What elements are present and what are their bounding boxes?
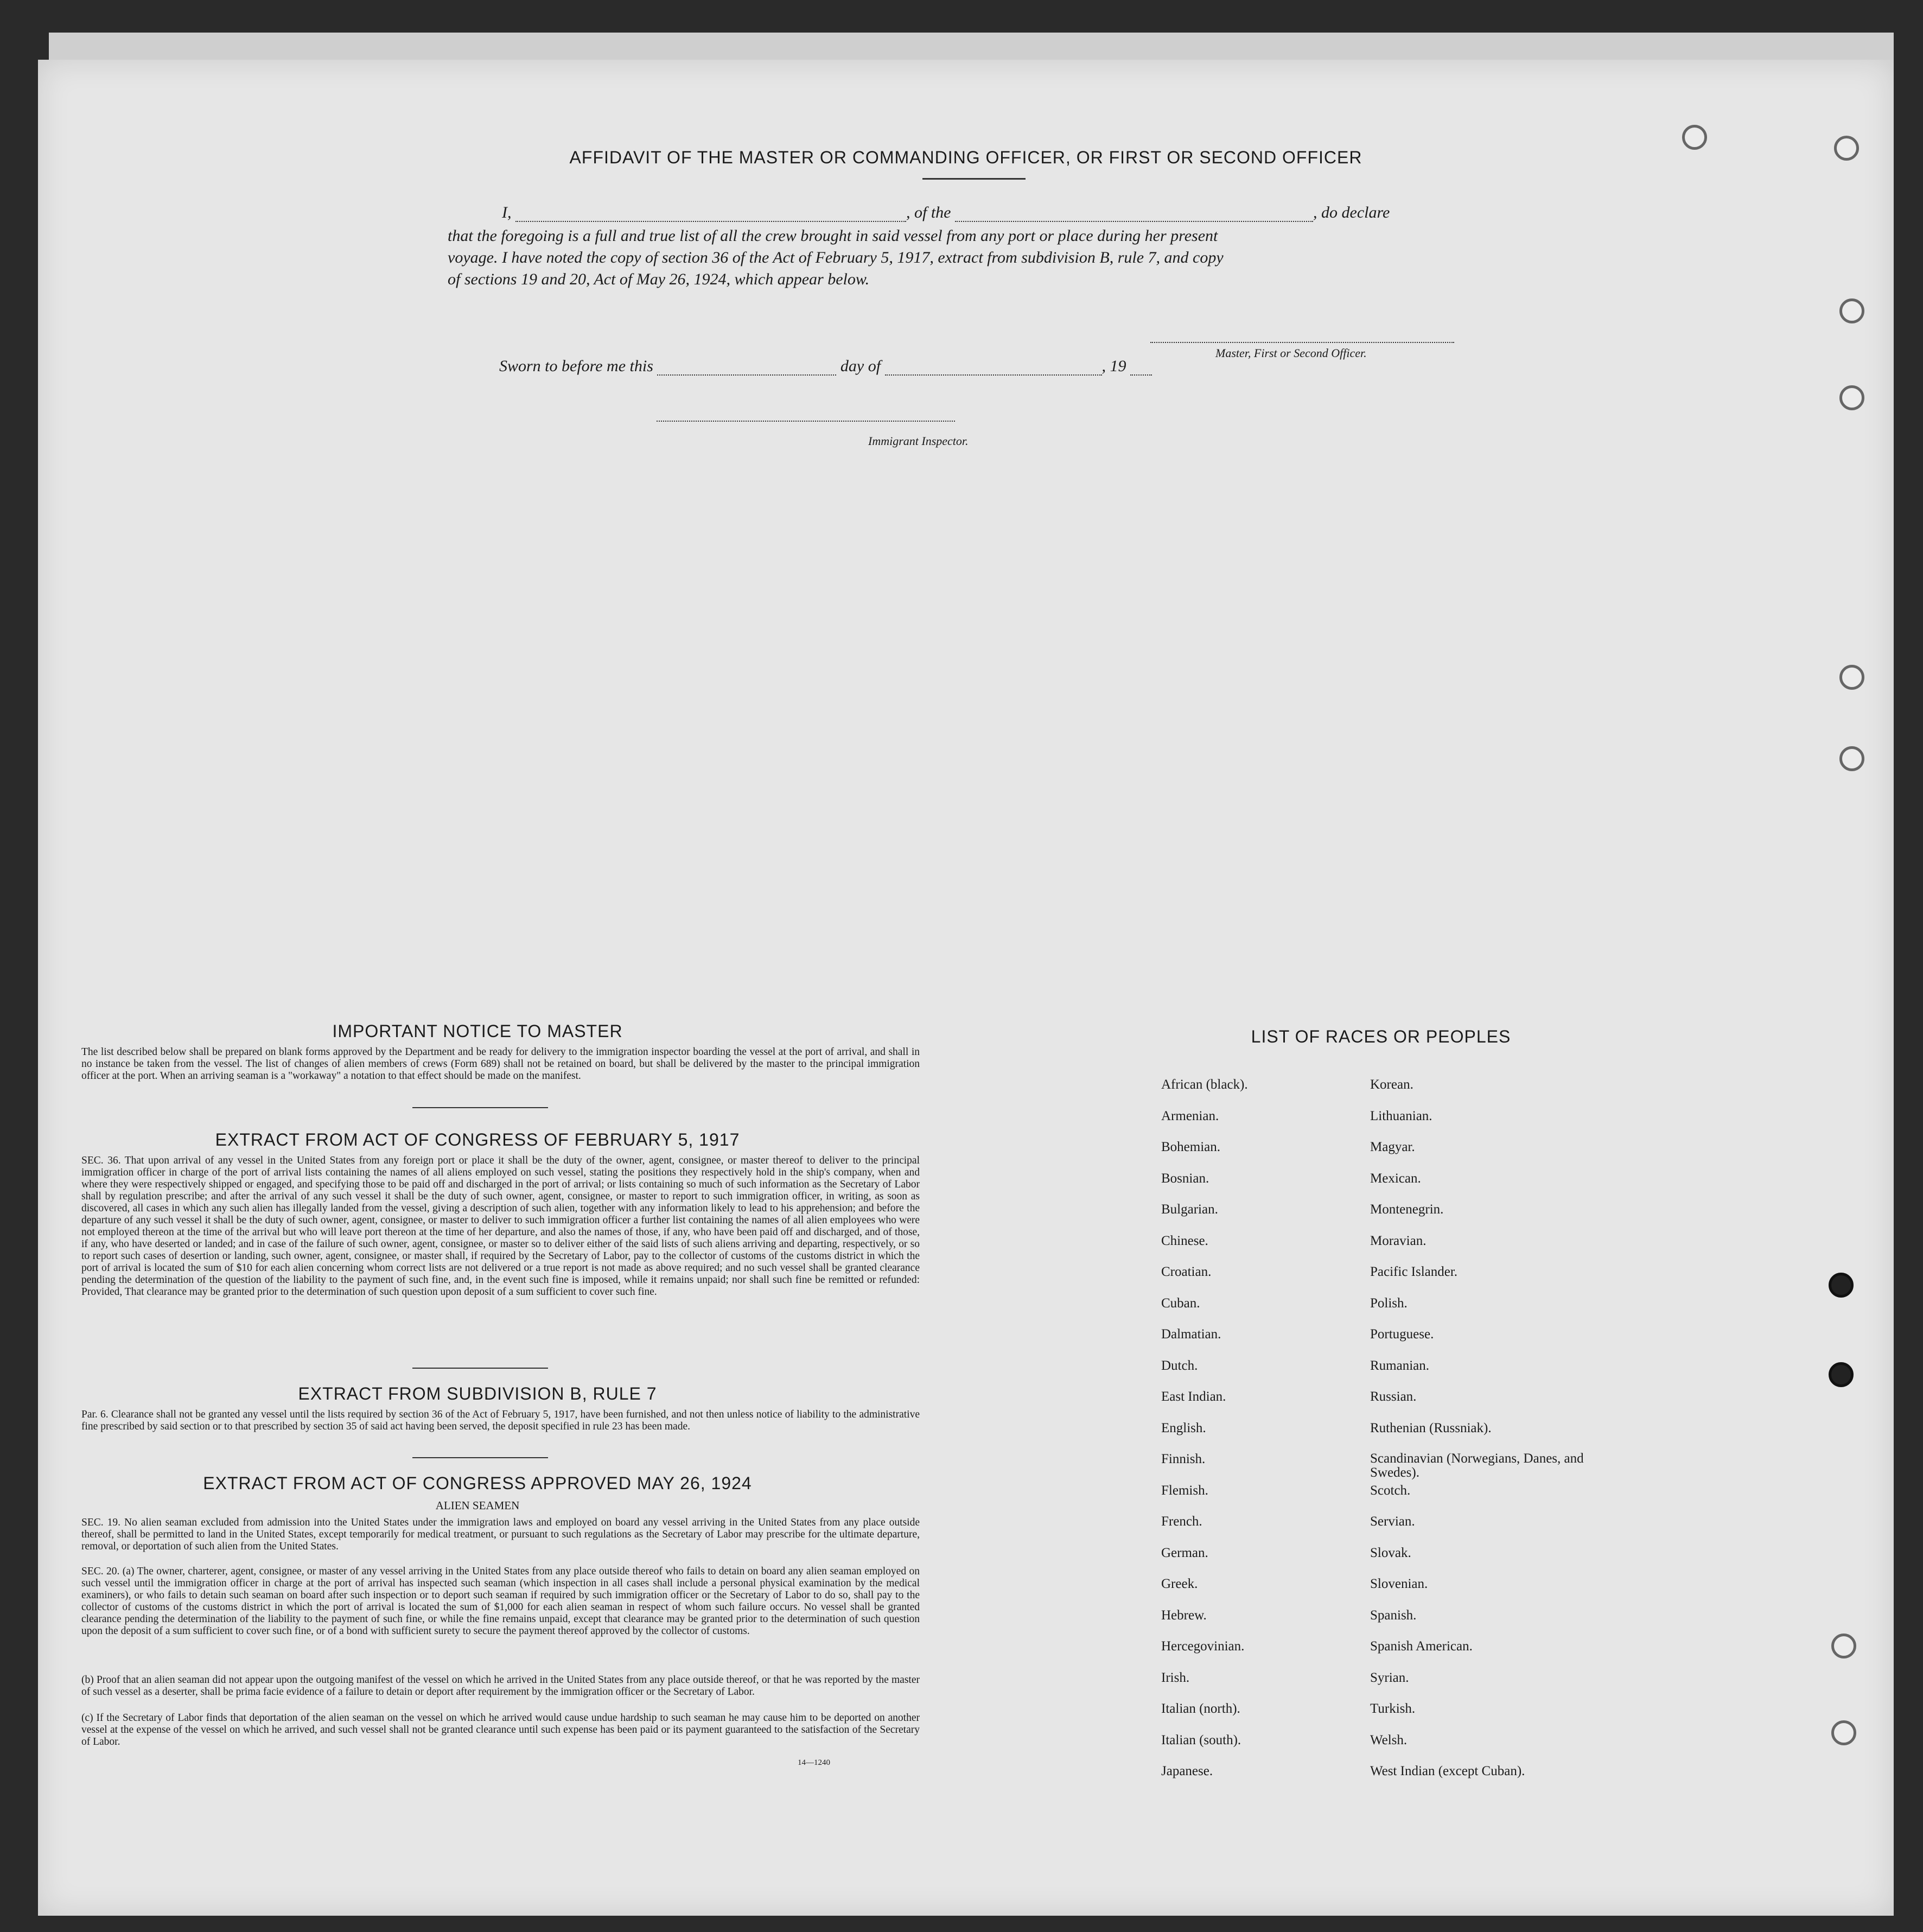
master-signature-line[interactable]	[1150, 342, 1454, 343]
race-item: African (black).	[1161, 1077, 1248, 1092]
race-item: Magyar.	[1370, 1140, 1415, 1154]
inspector-signature-line[interactable]	[657, 421, 955, 422]
year-prefix: , 19	[1101, 357, 1126, 375]
race-item: Finnish.	[1161, 1452, 1206, 1466]
races-left-column	[1161, 1077, 1389, 1795]
race-item: Dalmatian.	[1161, 1327, 1221, 1342]
race-item: Greek.	[1161, 1577, 1198, 1591]
section-rule	[412, 1457, 548, 1458]
race-item: Spanish American.	[1370, 1639, 1473, 1654]
race-item: Slovenian.	[1370, 1577, 1428, 1591]
document-page	[38, 60, 1894, 1916]
notice-title: IMPORTANT NOTICE TO MASTER	[332, 1021, 623, 1041]
race-item: Hebrew.	[1161, 1607, 1207, 1623]
race-item: Turkish.	[1370, 1701, 1416, 1716]
inspector-label: Immigrant Inspector.	[868, 434, 969, 448]
race-item: Moravian.	[1370, 1233, 1427, 1248]
sworn-month-field[interactable]	[885, 374, 1102, 376]
race-item: Hercegovinian.	[1161, 1639, 1245, 1654]
affidavit-do-declare: , do declare	[1313, 204, 1390, 221]
affidavit-line-2: that the foregoing is a full and true list of all the crew brought in said vessel from any port or place during her present	[448, 227, 1218, 245]
extract-1924-subtitle: ALIEN SEAMEN	[435, 1499, 520, 1512]
section-rule	[412, 1107, 548, 1108]
extract-1924-sec20a: SEC. 20. (a) The owner, charterer, agent, consignee, or master of any vessel arriving in the United States from any place outside thereof who fails to detain on board any alien seaman employed on such vessel until the immigration officer in charge at the port of arrival has inspected such seaman (which inspection in all cases shall include a personal physical examination by the medical examiners), or who fails to detain such seaman on board after such inspection or to deport such seaman if required by such immigration officer or the Secretary of Labor to do so, shall pay to the collector of customs of the customs district in which the port of arrival is located the sum of $1,000 for each alien seaman in respect of whom such failure occurs. No vessel shall be granted clearance pending the determination of the liability to the payment of such fine, or while the fine remains unpaid, except that clearance may be granted prior to the determination of such question upon the deposit of a sum sufficient to cover such fine, or of a bond with sufficient surety to secure the payment thereof approved by the collector of customs.	[81, 1566, 920, 1637]
binder-hole	[1829, 1362, 1854, 1387]
binder-hole	[1839, 298, 1864, 323]
race-item: Croatian.	[1161, 1264, 1212, 1279]
race-item: Polish.	[1370, 1295, 1408, 1311]
race-item: Korean.	[1370, 1077, 1413, 1092]
extract-1924-sec20b: (b) Proof that an alien seaman did not appear upon the outgoing manifest of the vessel on which he arrived in the United States from any place outside thereof, or that he was reported by the master of such vessel as a deserter, shall be prima facie evidence of a failure to detain or deport after requirement by the immigration officer or the Secretary of Labor.	[81, 1674, 920, 1698]
race-item: Lithuanian.	[1370, 1108, 1432, 1123]
title-rule	[922, 178, 1026, 180]
extract-rule7-title: EXTRACT FROM SUBDIVISION B, RULE 7	[298, 1384, 657, 1403]
section-rule	[412, 1368, 548, 1369]
races-title: LIST OF RACES OR PEOPLES	[1251, 1027, 1511, 1046]
race-item: Irish.	[1161, 1670, 1190, 1685]
binder-hole	[1682, 125, 1707, 150]
vessel-name-field[interactable]	[955, 221, 1313, 222]
race-item: Montenegrin.	[1370, 1202, 1444, 1217]
race-item: Portuguese.	[1370, 1327, 1434, 1342]
sworn-label: Sworn to before me this	[499, 357, 653, 375]
affidavit-i: I,	[502, 204, 512, 221]
extract-1924-sec19: SEC. 19. No alien seaman excluded from admission into the United States under the immigration laws and employed on board any vessel arriving in the United States from any place outside thereof, shall be permitted to land in the United States, except temporarily for medical treatment, or pursuant to such regulations as the Secretary of Labor may prescribe for the ultimate departure, removal, or deportation of such alien from the United States.	[81, 1517, 920, 1552]
extract-1917-text: SEC. 36. That upon arrival of any vessel in the United States from any foreign port or place it shall be the duty of the owner, agent, consignee, or master thereof to deliver to the principal immigration officer in charge of the port of arrival lists containing the names of all aliens employed on such vessel, stating the positions they respectively hold in the ship's company, when and where they were respectively shipped or engaged, and specifying those to be paid off and discharged in the port of arrival; or lists containing so much of such information as the Secretary of Labor shall by regulation prescribe; and after the arrival of any such vessel it shall be the duty of such owner, agent, consignee, or master to report to such immigration officer, in writing, as soon as discovered, all cases in which any such alien has illegally landed from the vessel, giving a description of such alien, together with any information likely to lead to his apprehension; and before the departure of any such vessel it shall be the duty of such owner, agent, consignee, or master to deliver to such immigration officer a further list containing the names of all alien employees who were not employed thereon at the time of the arrival but who will leave port thereon at the time of her departure, and also the names of those, if any, who have been paid off and discharged, and of those, if any, who have deserted or landed; and in case of the failure of such owner, agent, consignee, or master so to deliver either of the said lists of such aliens arriving and departing, respectively, or so to report such cases of desertion or landing, such owner, agent, consignee, or master shall, if required by the Secretary of Labor, pay to the collector of customs of the customs district in which the port of arrival is located the sum of $10 for each alien concerning whom correct lists are not delivered or a true report is not made as above required; and no such vessel shall be granted clearance pending the determination of the question of the liability to the payment of such fine, and, in the event such fine is imposed, while it remains unpaid; nor shall such fine be remitted or refunded: Provided, That clearance may be granted prior to the determination of such question upon deposit of a sum sufficient to cover such fine.	[81, 1155, 920, 1298]
race-item: East Indian.	[1161, 1389, 1226, 1404]
affidavit-line-3: voyage. I have noted the copy of section 36 of the Act of February 5, 1917, extract from subdivision B, rule 7, and copy	[448, 249, 1224, 266]
binder-hole	[1831, 1720, 1856, 1745]
master-signature-label: Master, First or Second Officer.	[1215, 346, 1367, 360]
master-name-field[interactable]	[515, 221, 906, 222]
race-item: Dutch.	[1161, 1358, 1198, 1373]
race-item: Ruthenian (Russniak).	[1370, 1420, 1492, 1435]
binder-hole	[1839, 385, 1864, 410]
race-item: Bosnian.	[1161, 1171, 1209, 1186]
affidavit-line-1	[502, 204, 1533, 222]
sworn-line	[499, 357, 1259, 376]
race-item: Armenian.	[1161, 1108, 1219, 1123]
affidavit-line-4: of sections 19 and 20, Act of May 26, 1924, which appear below.	[448, 270, 870, 288]
race-item: Welsh.	[1370, 1732, 1408, 1747]
race-item: Bohemian.	[1161, 1140, 1221, 1154]
extract-1924-title: EXTRACT FROM ACT OF CONGRESS APPROVED MAY 26, 1924	[203, 1473, 752, 1493]
race-item: West Indian (except Cuban).	[1370, 1764, 1525, 1778]
sworn-day-field[interactable]	[657, 374, 836, 376]
race-item: Chinese.	[1161, 1233, 1208, 1248]
race-item: French.	[1161, 1514, 1202, 1529]
affidavit-title: AFFIDAVIT OF THE MASTER OR COMMANDING OFFICER, OR FIRST OR SECOND OFFICER	[569, 148, 1362, 167]
race-item: Slovak.	[1370, 1545, 1411, 1560]
race-item: Syrian.	[1370, 1670, 1409, 1685]
race-item: Bulgarian.	[1161, 1202, 1218, 1217]
day-of-label: day of	[840, 357, 881, 375]
race-item: Servian.	[1370, 1514, 1415, 1529]
race-item: German.	[1161, 1545, 1208, 1560]
race-item: Flemish.	[1161, 1483, 1208, 1498]
extract-1917-title: EXTRACT FROM ACT OF CONGRESS OF FEBRUARY 5, 1917	[215, 1130, 740, 1149]
sworn-year-field[interactable]	[1130, 374, 1152, 376]
binder-hole	[1829, 1273, 1854, 1298]
race-item: Italian (north).	[1161, 1701, 1240, 1716]
form-number: 14—1240	[798, 1758, 830, 1767]
binder-hole	[1839, 746, 1864, 771]
race-item: Italian (south).	[1161, 1732, 1241, 1747]
race-item: Japanese.	[1161, 1764, 1213, 1778]
race-item: Pacific Islander.	[1370, 1264, 1458, 1279]
race-item: Scotch.	[1370, 1483, 1411, 1498]
affidavit-body	[448, 225, 1533, 290]
extract-rule7-text: Par. 6. Clearance shall not be granted any vessel until the lists required by section 36 of the Act of February 5, 1917, have been furnished, and not then unless notice of liability to the administrative fine prescribed by said section or to that prescribed by section 35 of said act having been served, the deposit specified in rule 23 has been made.	[81, 1409, 920, 1432]
races-right-column	[1370, 1077, 1625, 1795]
extract-1924-sec20c: (c) If the Secretary of Labor finds that deportation of the alien seaman on the vessel on which he arrived would cause undue hardship to such seaman he may cause him to be deported on another vessel at the expense of the vessel on which he arrived, and such vessel shall not be granted clearance until such expense has been paid or its payment guaranteed to the satisfaction of the Secretary of Labor.	[81, 1712, 920, 1747]
affidavit-of-the: , of the	[906, 204, 951, 221]
binder-hole	[1831, 1634, 1856, 1658]
race-item: Cuban.	[1161, 1295, 1200, 1311]
notice-text: The list described below shall be prepared on blank forms approved by the Department and be ready for delivery to the immigration inspector boarding the vessel at the port of arrival, and shall in no instance be taken from the vessel. The list of changes of alien members of crews (Form 689) shall not be retained on board, but shall be delivered by the master to the principal immigration officer at the port. When an arriving seaman is a "workaway" a notation to that effect should be made on the manifest.	[81, 1046, 920, 1082]
race-item: Spanish.	[1370, 1607, 1417, 1623]
binder-hole	[1839, 665, 1864, 690]
race-item: Rumanian.	[1370, 1358, 1430, 1373]
race-item: Mexican.	[1370, 1171, 1421, 1186]
race-item: Scandinavian (Norwegians, Danes, and Swedes).	[1370, 1451, 1584, 1480]
race-item: English.	[1161, 1420, 1206, 1435]
race-item: Russian.	[1370, 1389, 1417, 1404]
